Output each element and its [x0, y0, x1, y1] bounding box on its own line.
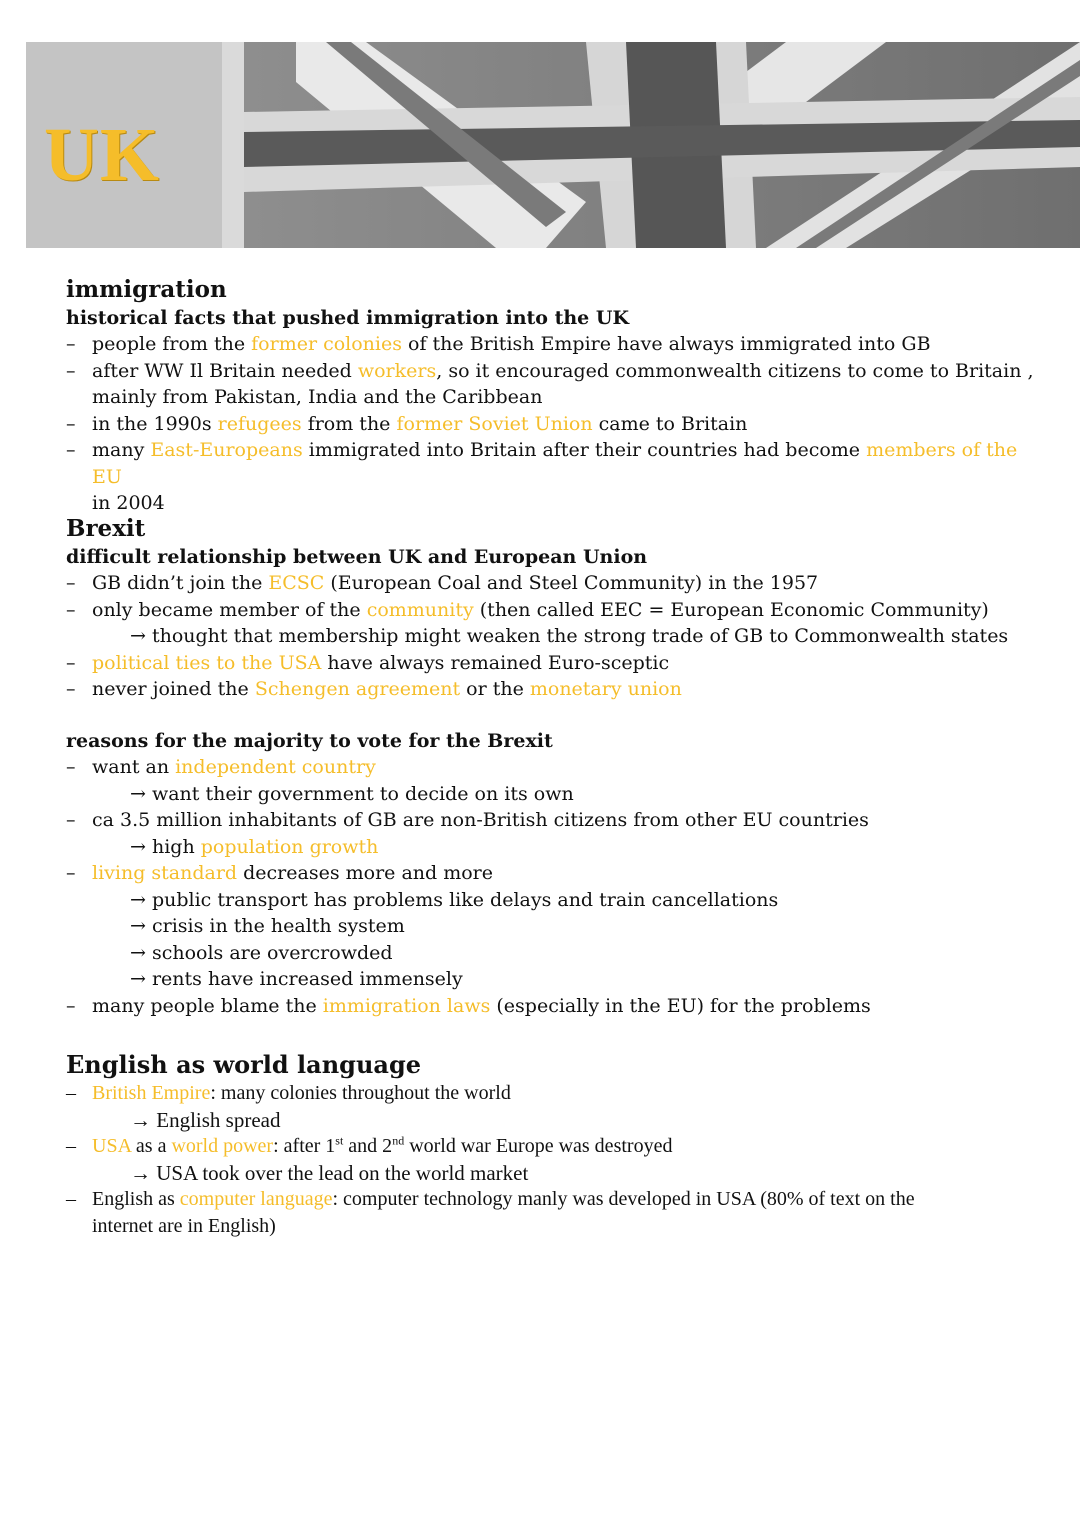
list-item: – many people blame the immigration laws (especially in the EU) for the problems [66, 993, 1046, 1020]
immigration-subheading: historical facts that pushed immigration into the UK [66, 307, 629, 329]
list-subitem: → USA took over the lead on the world market [66, 1160, 1046, 1187]
section-brexit [66, 514, 1046, 703]
list-item: – British Empire: many colonies throughout the world [66, 1080, 1046, 1107]
page-title: UK [44, 113, 160, 197]
list-subitem: → high population growth [66, 834, 1046, 861]
header-banner-image [26, 42, 1080, 248]
list-subitem: → crisis in the health system [66, 913, 1046, 940]
list-item: – GB didn’t join the ECSC (European Coal and Steel Community) in the 1957 [66, 570, 1046, 597]
list-subitem: → rents have increased immensely [66, 966, 1046, 993]
immigration-heading: immigration [66, 276, 227, 303]
section-english-world-language [66, 1050, 1046, 1239]
brexit-subheading: difficult relationship between UK and European Union [66, 546, 648, 568]
list-item: – many East-Europeans immigrated into Britain after their countries had become members of the EU in 2004 [66, 437, 1046, 517]
list-item: – after WW Il Britain needed workers, so it encouraged commonwealth citizens to come to Britain , mainly from Pakistan, India and the Caribbean [66, 358, 1046, 411]
list-item: – USA as a world power: after 1st and 2nd world war Europe was destroyed [66, 1133, 1046, 1160]
brexit-heading: Brexit [66, 515, 146, 542]
list-subitem: → English spread [66, 1107, 1046, 1134]
list-item: – only became member of the community (then called EEC = European Economic Community) [66, 597, 1046, 624]
list-item: – political ties to the USA have always remained Euro-sceptic [66, 650, 1046, 677]
list-subitem: → thought that membership might weaken the strong trade of GB to Commonwealth states [66, 623, 1046, 650]
list-item: – living standard decreases more and more [66, 860, 1046, 887]
list-item: – people from the former colonies of the British Empire have always immigrated into GB [66, 331, 1046, 358]
list-item: – English as computer language: computer technology manly was developed in USA (80% of text on the internet are in English) [66, 1186, 1046, 1239]
list-item: – ca 3.5 million inhabitants of GB are non-British citizens from other EU countries [66, 807, 1046, 834]
english-heading: English as world language [66, 1050, 422, 1079]
list-subitem: → public transport has problems like delays and train cancellations [66, 887, 1046, 914]
list-item: – want an independent country [66, 754, 1046, 781]
list-subitem: → want their government to decide on its own [66, 781, 1046, 808]
list-subitem: → schools are overcrowded [66, 940, 1046, 967]
section-brexit-reasons [66, 728, 1046, 1019]
section-immigration [66, 275, 1046, 517]
list-item: – in the 1990s refugees from the former Soviet Union came to Britain [66, 411, 1046, 438]
list-item: – never joined the Schengen agreement or the monetary union [66, 676, 1046, 703]
reasons-subheading: reasons for the majority to vote for the Brexit [66, 730, 553, 752]
union-flag-image [26, 42, 1080, 248]
